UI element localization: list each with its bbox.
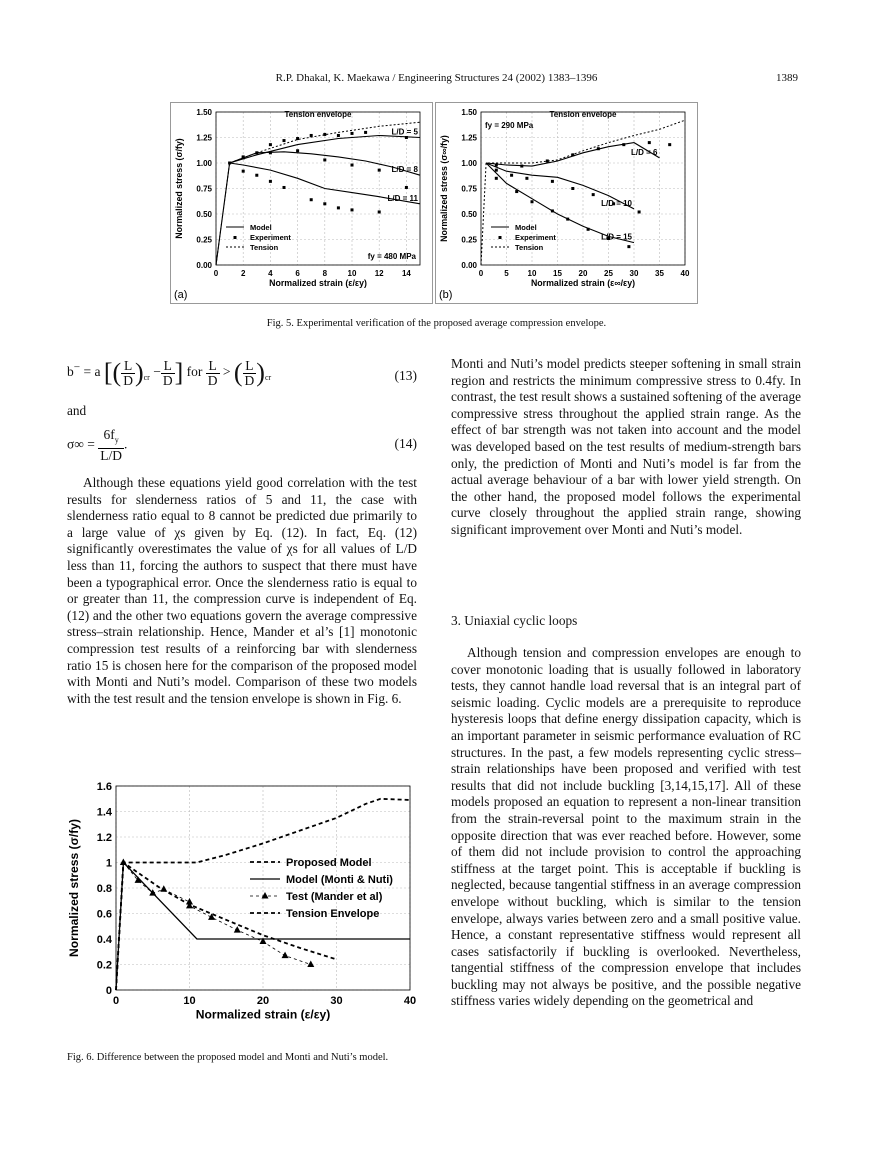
experiment-point — [351, 208, 354, 211]
experiment-point — [323, 158, 326, 161]
test-point — [160, 885, 167, 892]
right-paragraph-2: Although tension and compression envelopes are enough to cover monotonic loading that is usually followed in laboratory tests, they cannot handle load reversal that is an integral part of seismic loading. Cyclic models are a prerequisite to reproduce hysteresis loops that define energy dissipation capacity, which is an important parameter in seismic performance evaluation of RC structures. In the past, a few models representing cyclic stress–strain relationships have been proposed and verified with test results that did not include buckling [3,14,15,17]. All of these models proposed an equation to represent a non-linear transition from the strain-reversal point to the maximum strain in the opposite direction that was ever reached before. However, some of them did not include provision to control the approaching stiffness at the target point. This is acceptable if buckling is neglected, because tangential stiffness in an average compression envelope without buckling, which is similar to the tension envelope, always varies between zero and a small positive value. Hence, a constant representative stiffness would represent all cases satisfactorily if buckling is overlooked. Nevertheless, tangential stiffness of the compression envelope that includes buckling may not always be positive, and the possible negative stiffness varies widely depending on the geometrical and — [451, 645, 801, 1009]
experiment-point — [310, 198, 313, 201]
x-tick-label: 0 — [478, 269, 484, 278]
eq13-sup: − — [73, 361, 81, 374]
x-tick-label: 10 — [527, 269, 537, 278]
experiment-point — [566, 218, 569, 221]
experiment-point — [531, 200, 534, 203]
eq13-L2: L — [161, 359, 175, 374]
legend-tension-label: Tension — [250, 243, 279, 252]
legend-model-label: Model — [515, 223, 537, 232]
fig6-plot — [67, 781, 416, 1022]
x-tick-label: 14 — [401, 269, 411, 278]
x-tick-label: 0 — [112, 995, 120, 1007]
y-tick-label: 1.25 — [461, 133, 477, 143]
experiment-point — [405, 186, 408, 189]
eq13-L4: L — [243, 359, 257, 374]
yield-strength-annotation: fy = 290 MPa — [485, 121, 534, 130]
left-paragraph: Although these equations yield good correlation with the test results for slenderness ratios of 5 and 11, the case with slenderness ratio equal to 8 cannot be predicted due primarily to a large value of χs given by Eq. (12). In fact, Eq. (12) significantly overestimates the value of χs for all values of L/D less than 11, forcing the authors to suspect that there must have been a typographical error. Once the slenderness ratio is equal to or greater than 11, the compression curve is independent of Eq. (12) and the other two equations govern the average compressive stress–strain relationship. Hence, Mander et al’s [1] monotonic compression test results of a reinforcing bar with slenderness ratio 15 is chosen here for the comparison of the proposed model with Monti and Nuti’s model. Comparison of these two models with the test result and the tension envelope is shown in Fig. 6. — [67, 475, 417, 706]
experiment-point — [551, 209, 554, 212]
eq13-minus: − — [153, 364, 161, 380]
experiment-point — [269, 180, 272, 183]
experiment-point — [351, 132, 354, 135]
eq13-D2: D — [162, 372, 173, 388]
and-text: and — [67, 403, 87, 418]
eq14-lhs: σ∞ = — [67, 436, 95, 452]
experiment-point — [546, 159, 549, 162]
fig5b-plot — [439, 108, 690, 301]
y-tick-label: 0 — [105, 984, 112, 997]
x-tick-label: 6 — [295, 269, 300, 278]
y-tick-label: 1.50 — [461, 107, 477, 117]
y-tick-label: 0.00 — [196, 260, 212, 270]
section-3-heading: 3. Uniaxial cyclic loops — [451, 613, 578, 628]
x-tick-label: 15 — [553, 269, 562, 278]
x-tick-label: 2 — [240, 269, 246, 278]
experiment-point — [627, 245, 630, 248]
equation-13: b− = a [( $\frac{L}{D}$ )$_{cr}$ − $\frac{L}{D}$ ] for $\frac{L}{D}$ > ( $\frac{L}{D}$ )$_{cr}$ (13) — [67, 357, 417, 388]
experiment-point — [269, 151, 272, 154]
x-tick-label: 5 — [504, 269, 509, 278]
x-tick-label: 35 — [655, 269, 664, 278]
experiment-point — [622, 143, 625, 146]
experiment-point — [587, 228, 590, 231]
y-tick-label: 0.75 — [196, 184, 212, 194]
experiment-point — [515, 190, 518, 193]
legend-experiment-swatch — [499, 236, 502, 239]
y-tick-label: 0.8 — [96, 882, 112, 895]
experiment-point — [648, 141, 651, 144]
eq13-D4: D — [244, 372, 255, 388]
experiment-point — [337, 206, 340, 209]
experiment-point — [242, 155, 245, 158]
y-tick-label: 1.50 — [196, 107, 212, 117]
experiment-point — [520, 165, 523, 168]
eq13-number: (13) — [394, 368, 417, 383]
experiment-point — [525, 177, 528, 180]
eq13-for: for — [186, 364, 203, 380]
y-tick-label: 1 — [105, 857, 112, 870]
experiment-point — [378, 210, 381, 213]
tension-envelope-label: Tension envelope — [549, 110, 617, 119]
legend-experiment-swatch — [234, 236, 237, 239]
page-number: 1389 — [776, 72, 798, 84]
y-tick-label: 0.75 — [461, 184, 477, 194]
eq13-cr1: cr — [143, 372, 150, 382]
eq14-num-sub: y — [114, 435, 119, 445]
experiment-point — [242, 170, 245, 173]
legend-experiment-label: Experiment — [515, 233, 556, 242]
left-column — [67, 475, 417, 707]
x-axis-label: Normalized strain (ε/εy) — [269, 278, 367, 289]
right-paragraph-1: Monti and Nuti’s model predicts steeper softening in small strain region and restricts the minimum compressive stress to 0.4fy. In contrast, the test result shows a sustained softening of the average compressive stress throughout the applied strain range. As the effect of bar strength was not taken into account and the model was developed based on the test results of medium-strength bars only, the prediction of Monti and Nuti’s model is far from the actual average behaviour of a bar with lower yield strength. On the other hand, the proposed model follows the experimental curve closely throughout the applied strain range, showing significant improvement over Monti and Nuti’s model. — [451, 356, 801, 537]
y-tick-label: 0.6 — [96, 908, 112, 921]
x-tick-label: 20 — [256, 995, 270, 1007]
y-tick-label: 0.2 — [96, 959, 112, 972]
experiment-point — [668, 143, 671, 146]
legend-experiment-label: Experiment — [250, 233, 291, 242]
experiment-point — [255, 174, 258, 177]
y-tick-label: 1.25 — [196, 133, 212, 143]
experiment-point — [510, 174, 513, 177]
x-tick-label: 10 — [347, 269, 357, 278]
eq13-D3: D — [207, 372, 218, 388]
experiment-point — [551, 180, 554, 183]
eq14-den: L/D — [100, 447, 123, 463]
experiment-point — [296, 137, 299, 140]
legend-label: Proposed Model — [286, 857, 372, 869]
eq13-L1: L — [121, 359, 135, 374]
right-column-top — [451, 356, 801, 539]
experiment-point — [310, 134, 313, 137]
eq13-D1: D — [123, 372, 133, 388]
eq13-gt: > — [222, 364, 231, 380]
x-tick-label: 20 — [578, 269, 588, 278]
y-tick-label: 1.6 — [96, 780, 112, 793]
panel-label: (b) — [439, 289, 453, 301]
eq14-num: 6f — [103, 427, 115, 442]
y-tick-label: 0.50 — [196, 209, 212, 219]
tension-envelope-label: Tension envelope — [284, 110, 352, 119]
figure-6 — [64, 778, 424, 1046]
right-column-bottom — [451, 645, 801, 1010]
eq14-number: (14) — [394, 436, 417, 451]
yield-strength-annotation: fy = 480 MPa — [367, 252, 416, 261]
eq13-L3: L — [206, 359, 220, 374]
y-axis-label: Normalized stress (σ/fy) — [67, 819, 81, 957]
experiment-point — [269, 143, 272, 146]
legend-label: Tension Envelope — [286, 908, 380, 920]
experiment-point — [323, 202, 326, 205]
experiment-point — [638, 210, 641, 213]
experiment-point — [296, 149, 299, 152]
x-tick-label: 12 — [374, 269, 384, 278]
experiment-point — [337, 134, 340, 137]
experiment-point — [283, 186, 286, 189]
series-label: L/D = 6 — [631, 147, 658, 157]
fig6-caption: Fig. 6. Difference between the proposed model and Monti and Nuti’s model. — [67, 1052, 389, 1063]
experiment-point — [351, 164, 354, 167]
figure-5 — [170, 102, 698, 304]
experiment-point — [364, 131, 367, 134]
eq14-dot: . — [124, 436, 128, 452]
y-tick-label: 0.00 — [461, 260, 477, 270]
y-tick-label: 1.00 — [461, 158, 477, 168]
eq13-cr2: cr — [264, 372, 272, 382]
equation-14 — [67, 428, 417, 463]
y-tick-label: 0.25 — [196, 235, 212, 245]
legend-label: Test (Mander et al) — [286, 891, 383, 903]
y-tick-label: 0.4 — [96, 933, 112, 946]
x-axis-label: Normalized strain (ε/εy) — [195, 1007, 331, 1022]
experiment-point — [495, 177, 498, 180]
header-authors: R.P. Dhakal, K. Maekawa / Engineering Structures 24 (2002) 1383–1396 — [275, 72, 598, 84]
eq13-equals: = a — [83, 364, 101, 380]
test-point — [234, 926, 241, 933]
x-tick-label: 30 — [629, 269, 639, 278]
x-tick-label: 30 — [330, 995, 343, 1007]
experiment-point — [597, 147, 600, 150]
legend-label: Model (Monti & Nuti) — [286, 874, 393, 886]
fig5-caption: Fig. 5. Experimental verification of the proposed average compression envelope. — [266, 318, 607, 329]
x-axis-label: Normalized strain (ε∞/εy) — [530, 278, 636, 289]
x-tick-label: 25 — [604, 269, 613, 278]
series-label: L/D = 10 — [601, 198, 632, 208]
experiment-point — [323, 133, 326, 136]
x-tick-label: 8 — [322, 269, 328, 278]
legend-test-marker — [262, 892, 269, 899]
y-axis-label: Normalized stress (σ∞/fy) — [439, 135, 449, 242]
legend-model-label: Model — [250, 223, 272, 232]
experiment-point — [571, 187, 574, 190]
x-tick-label: 0 — [213, 269, 219, 278]
y-tick-label: 1.00 — [196, 158, 212, 168]
series-label: L/D = 11 — [387, 193, 418, 203]
experiment-point — [378, 169, 381, 172]
experiment-point — [571, 153, 574, 156]
y-axis-label: Normalized stress (σ/fy) — [174, 138, 184, 239]
series-label: L/D = 5 — [391, 127, 418, 137]
test-point — [282, 952, 289, 959]
experiment-point — [495, 169, 498, 172]
fig5a-plot — [174, 108, 420, 301]
x-tick-label: 40 — [403, 995, 417, 1007]
y-tick-label: 0.25 — [461, 235, 477, 245]
test-point — [307, 961, 314, 968]
experiment-point — [283, 139, 286, 142]
panel-label: (a) — [174, 289, 188, 301]
experiment-point — [592, 193, 595, 196]
series-label: L/D = 8 — [391, 165, 418, 175]
series-label: L/D = 15 — [601, 232, 632, 242]
y-tick-label: 1.4 — [96, 806, 112, 819]
legend-tension-label: Tension — [515, 243, 544, 252]
x-tick-label: 40 — [680, 269, 690, 278]
x-tick-label: 4 — [268, 269, 273, 278]
eq13-lhs: b — [67, 364, 74, 380]
y-tick-label: 1.2 — [96, 831, 112, 844]
x-tick-label: 10 — [183, 995, 196, 1007]
y-tick-label: 0.50 — [461, 209, 477, 219]
